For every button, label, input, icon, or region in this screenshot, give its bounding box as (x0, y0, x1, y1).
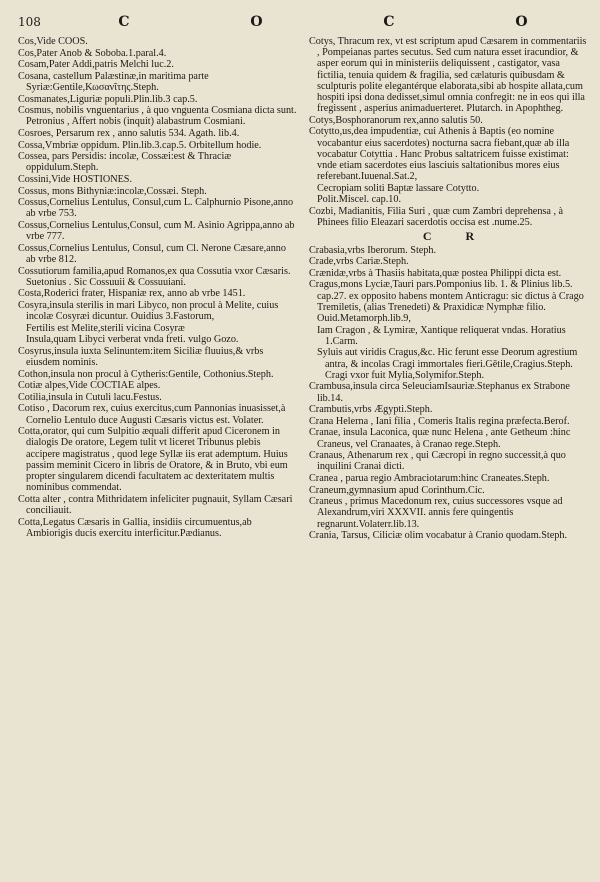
dictionary-entry: Cossa,Vmbriæ oppidum. Plin.lib.3.cap.5. Orbitellum hodie. (18, 139, 262, 151)
dictionary-entry: Cotilia,insula in Cutuli lacu.Festus. (18, 391, 162, 403)
left-column (18, 36, 297, 542)
dictionary-entry: Cosmus, nobilis vnguentarius , à quo vnguenta Cosmiana dicta sunt. Petronius , Affert nobis (inquit) alabastrum Cosmiani. (18, 105, 297, 128)
dictionary-entry: Crabasia,vrbs Iberorum. Steph. (309, 244, 437, 256)
dictionary-entry: Cosam,Pater Addi,patris Melchi luc.2. (18, 59, 174, 71)
dictionary-entry: Cosyra,insula sterilis in mari Libyco, non procul à Melite, cuius incolæ Cosyræi dicuntur. Ouidius 3.Fastorum, (18, 299, 279, 323)
dictionary-entry: Cranaus, Athenarum rex , qui Cæcropi in regno successit,à quo inquilini Cranai dicti. (309, 450, 566, 473)
dictionary-entry: Crana Helerna , Iani filia , Comeris Italis regina præfecta.Berof. (309, 415, 570, 427)
dictionary-entry: Insula,quam Libyci verberat vnda freti. vulgo Gozo. (26, 334, 239, 346)
dictionary-entry: Cozbi, Madianitis, Filia Suri , quæ cum Zambri deprehensa , à Phinees filio Eleazari sacerdotis occisa est .nume.25. (309, 206, 564, 229)
page-number: 108 (18, 15, 41, 29)
dictionary-entry: Cotta,Legatus Cæsaris in Gallia, insidiis circumuentus,ab Ambiorigis ducis exercitu interficitur.Pædianus. (18, 516, 252, 539)
dictionary-entry: Iam Cragon , & Lymiræ, Xantique reliquerat vndas. Horatius 1.Carm. (317, 324, 566, 347)
dictionary-entry: Craneus , primus Macedonum rex, cuius successores vsque ad Alexandrum,viri XXXVII. annis fere quingentis regnarunt.Volaterr.lib.13. (309, 496, 563, 530)
dictionary-entry: Cotys,Bosphoranorum rex,anno salutis 50. (309, 114, 483, 126)
dictionary-entry: Crambusa,insula circa SeleuciamIsauriæ.Stephanus ex Strabone lib.14. (309, 381, 570, 404)
dictionary-entry: Cecropiam soliti Baptæ lassare Cotytto. (317, 182, 480, 194)
dictionary-entry: Polit.Miscel. cap.10. (317, 194, 402, 206)
dictionary-entry: Cossus, mons Bithyniæ:incolæ,Cossæi. Steph. (18, 185, 207, 197)
dictionary-entry: Cranae, insula Laconica, quæ nunc Helena , ante Getheum :hinc Craneus, vel Cranaates, à Cranao rege.Steph. (309, 427, 571, 450)
dictionary-entry: Cossutiorum familia,apud Romanos,ex qua Cossutia vxor Cæsaris. Suetonius . Sic Cossuuii & Cossuuiani. (18, 265, 291, 288)
right-column-entries-cr (309, 245, 588, 542)
dictionary-entry: Cotiæ alpes,Vide COCTIAE alpes. (18, 380, 161, 392)
dictionary-entry: Cothon,insula non procul à Cytheris:Gentile, Cothonius.Steph. (18, 368, 274, 380)
right-column (309, 36, 588, 542)
dictionary-entry: Syluis aut viridis Cragus,&c. Hic ferunt esse Deorum agrestium antra, & incolas Cragi immortales fieri.Gētile,Cragius.Steph. Cragi vxor fuit Mylia,Solymifor.Steph. (317, 347, 578, 381)
dictionary-entry: Fertilis est Melite,sterili vicina Cosyræ (26, 322, 185, 334)
dictionary-entry: Cotytto,us,dea impudentiæ, cui Athenis à Baptis (eo nomine vocabantur eius sacerdotes) nocturna sacra fiebant,quæ ab illa vocabatur Cotyttia . Hanc Probus saltatricem fuisse existimat: vnde etiam sacerdotes eius lasciuis saltationibus mores eius referebant.Iuuenal.Sat.2, (309, 126, 570, 183)
dictionary-entry: Cranea , parua regio Ambraciotarum:hinc Craneates.Steph. (309, 472, 550, 484)
dictionary-entry: Cossus,Cornelius Lentulus, Consul, cum Cl. Nerone Cæsare,anno ab vrbe 812. (18, 242, 286, 265)
section-letter: R (465, 229, 475, 244)
section-heading-cr (309, 231, 588, 242)
dictionary-entry: Craneum,gymnasium apud Corinthum.Cic. (309, 484, 485, 496)
dictionary-entry: Cossini,Vide HOSTIONES. (18, 173, 133, 185)
dictionary-entry: Cotta alter , contra Mithridatem infeliciter pugnauit, Syllam Cæsari conciliauit. (18, 493, 293, 517)
page-header (18, 14, 588, 34)
running-head-letters (58, 14, 588, 30)
dictionary-entry: Crade,vrbs Cariæ.Steph. (309, 256, 409, 268)
dictionary-entry: Cos,Vide COOS. (18, 36, 88, 47)
dictionary-entry: Cotta,orator, qui cum Sulpitio æquali differit apud Ciceronem in dialogis De oratore, Legem tulit vt liceret Tribunus plebis accipere magistratus , quod lege Syllæ iis erat ademptum. Huius passim meminit Cicero in libris de Oratore, & in Bruto, vbi eum propter singularem dicendi facultatem ac dexteritatem multis nominibus commendat. (18, 426, 288, 494)
dictionary-entry: Cosyrus,insula iuxta Selinuntem:item Siciliæ fluuius,& vrbs eiusdem nominis. (18, 345, 264, 369)
dictionary-entry: Cossus,Cornelius Lentulus, Consul,cum L. Calphurnio Pisone,anno ab vrbe 753. (18, 197, 294, 220)
dictionary-entry: Cossus,Cornelius Lentulus,Consul, cum M. Asinio Agrippa,anno ab vrbe 777. (18, 219, 295, 243)
dictionary-entry: Costa,Roderici frater, Hispaniæ rex, anno ab vrbe 1451. (18, 288, 246, 300)
dictionary-entry: Cragus,mons Lyciæ,Tauri pars.Pomponius lib. 1. & Plinius lib.5. cap.27. ex opposito habens montem Anticragu: sic dictus à Crago Tremiletis, (alias Trenedeti) & Praxidicæ Nymphæ filio. Ouid.Metamorph.lib.9, (309, 279, 584, 324)
dictionary-entry: Cosroes, Persarum rex , anno salutis 534. Agath. lib.4. (18, 127, 240, 139)
dictionary-entry: Cotiso , Dacorum rex, cuius exercitus,cum Pannonias inuasisset,à Cornelio Lentulo duce Augusti Cæsaris victus est. Volater. (18, 403, 286, 426)
dictionary-entry: Cotys, Thracum rex, vt est scriptum apud Cæsarem in commentariis , Pompeianas partes secutus. Sed cum natura esset iracundior, & asper eorum qui in ministeriis deliquissent , castigator, vasa fictilia, tenuia quidem & fragilia, sed cælaturis quibusdam & sculpturis polite elegantérque elaborata,sibi ab hospite allata,cum hospiti ipsi dona dedisset,simul omnia confregit: ne in eos qui illa fregissent , asperius animaduerteret. Plutarch. in Apophtheg. (309, 36, 587, 115)
dictionary-entry: Cos,Pater Anob & Soboba.1.paral.4. (18, 47, 167, 59)
dictionary-entry: Crania, Tarsus, Ciliciæ olim vocabatur à Cranio quodam.Steph. (309, 530, 567, 542)
running-head-letter: O (250, 14, 263, 30)
dictionary-entry: Cosana, castellum Palæstinæ,in maritima parte Syriæ:Gentile,Κωσανῖτης.Steph. (18, 70, 209, 93)
right-column-entries-co (309, 36, 588, 228)
running-head-letter: C (118, 14, 130, 30)
two-column-body (18, 36, 588, 542)
running-head-letter: C (383, 14, 395, 30)
dictionary-entry: Crænidæ,vrbs à Thasiis habitata,quæ postea Philippi dicta est. (309, 267, 562, 279)
dictionary-entry: Cosmanates,Liguriæ populi.Plin.lib.3 cap.5. (18, 93, 198, 105)
dictionary-entry: Crambutis,vrbs Ægypti.Steph. (309, 404, 433, 416)
dictionary-entry: Cossea, pars Persidis: incolæ, Cossæi:est & Thraciæ oppidulum.Steph. (18, 151, 232, 174)
section-letter: C (422, 229, 432, 244)
running-head-letter: O (515, 14, 528, 30)
